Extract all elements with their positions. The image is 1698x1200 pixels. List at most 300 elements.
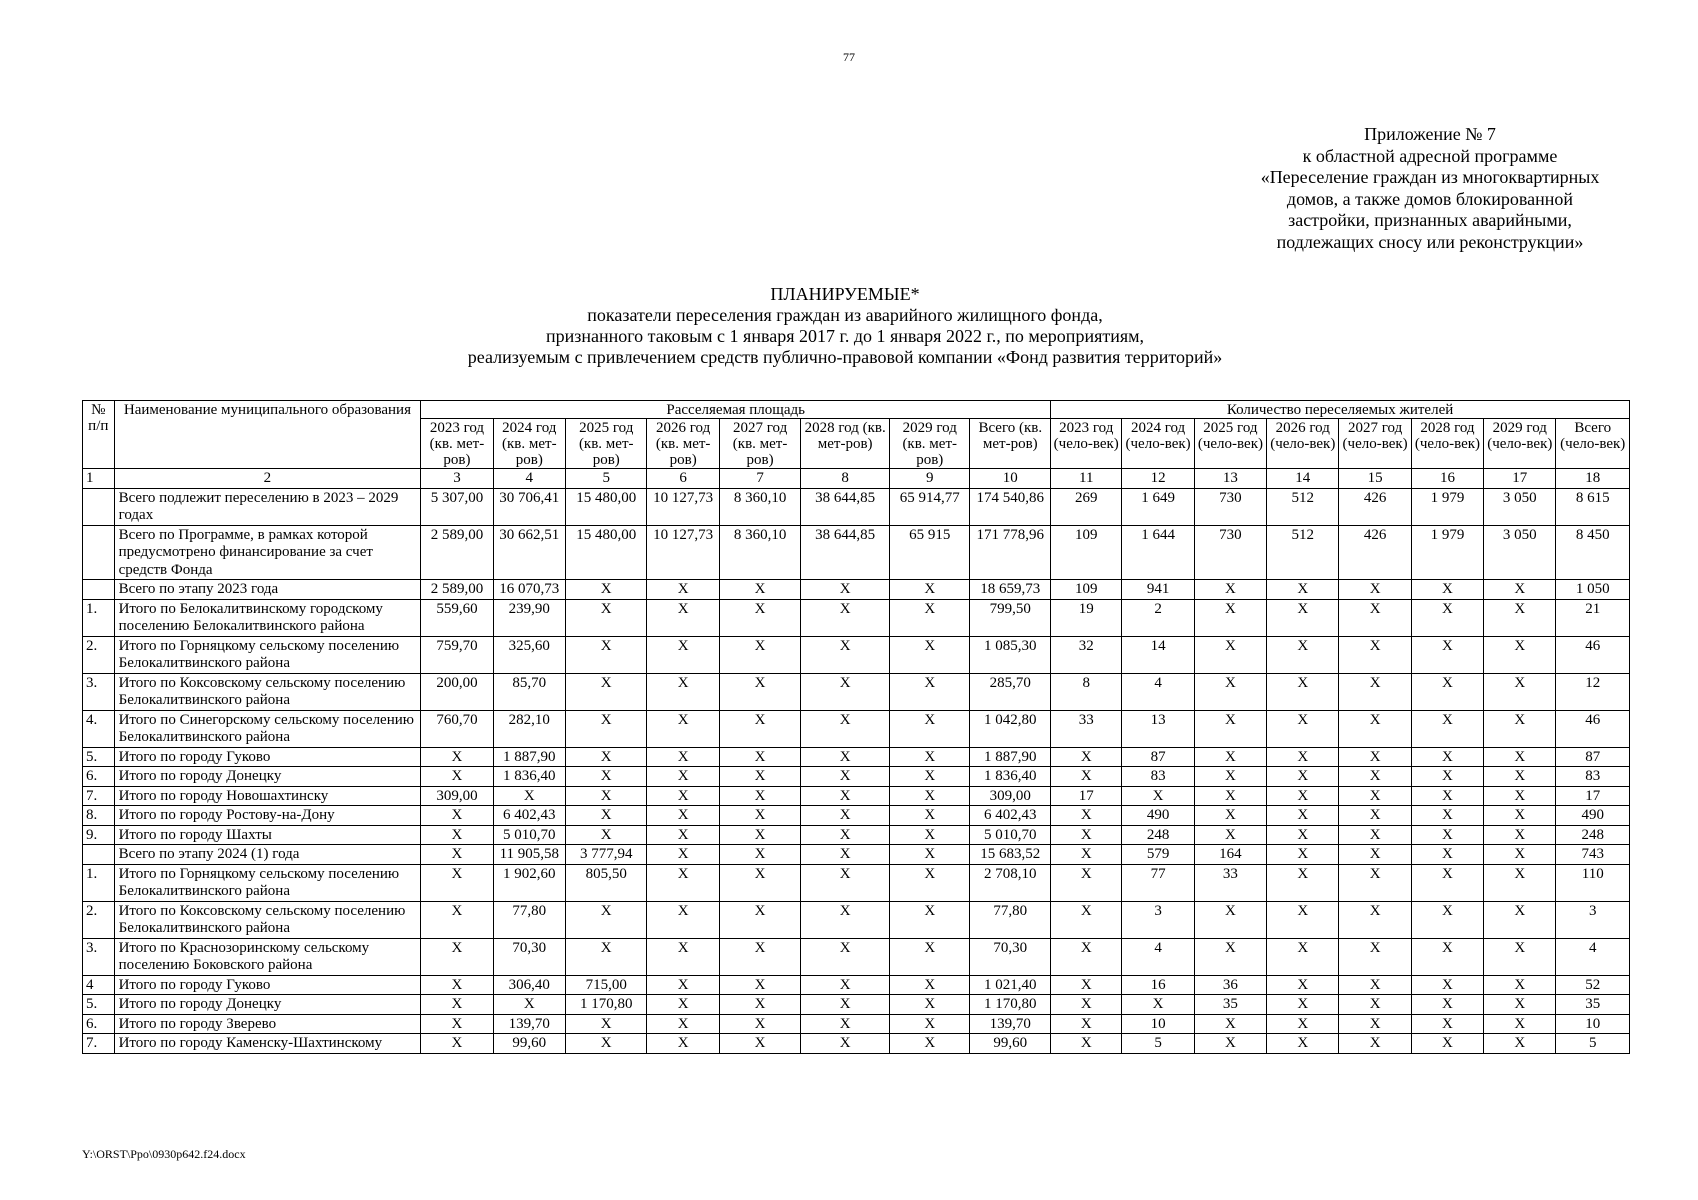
people-value: X [1411,806,1483,826]
area-value: X [719,825,801,845]
area-value: 2 589,00 [421,525,493,580]
people-value: 3 [1556,901,1630,938]
municipality-name: Всего подлежит переселению в 2023 – 2029 годах [114,488,421,525]
area-value: X [421,938,493,975]
area-value: X [889,901,970,938]
area-value: X [889,938,970,975]
people-value: X [1194,599,1266,636]
column-number: 3 [421,469,493,489]
people-value: X [1411,864,1483,901]
people-value: 426 [1339,488,1411,525]
column-number: 8 [801,469,890,489]
area-value: X [889,673,970,710]
people-value: X [1411,580,1483,600]
people-value: 8 615 [1556,488,1630,525]
people-value: X [1484,636,1556,673]
area-value: X [565,806,647,826]
municipality-name: Итого по Белокалитвинскому городскому поселению Белокалитвинского района [114,599,421,636]
table-row [83,864,1630,901]
area-value: X [801,975,890,995]
area-value: 1 836,40 [970,767,1051,787]
area-value: 2 589,00 [421,580,493,600]
people-value: 248 [1122,825,1194,845]
table-row [83,636,1630,673]
header-area-col: 2028 год (кв. мет-ров) [801,419,890,469]
people-value: 83 [1122,767,1194,787]
people-value: 8 [1051,673,1122,710]
area-value: X [801,845,890,865]
area-value: X [801,747,890,767]
area-value: X [421,806,493,826]
area-value: 309,00 [421,786,493,806]
people-value: X [1484,975,1556,995]
people-value: X [1051,845,1122,865]
table-row [83,901,1630,938]
area-value: 15 480,00 [565,525,647,580]
column-number: 16 [1411,469,1483,489]
header-area-col: 2024 год (кв. мет-ров) [493,419,565,469]
people-value: 490 [1122,806,1194,826]
header-area-col: 2029 год (кв. мет-ров) [889,419,970,469]
column-number: 11 [1051,469,1122,489]
people-value: X [1194,1014,1266,1034]
row-number: 4. [83,710,115,747]
people-value: X [1267,1014,1339,1034]
area-value: 3 777,94 [565,845,647,865]
appendix-line: к областной адресной программе [1302,145,1558,166]
area-value: 171 778,96 [970,525,1051,580]
people-value: X [1051,901,1122,938]
table-row [83,786,1630,806]
table-row [83,580,1630,600]
municipality-name: Итого по Горняцкому сельскому поселению Белокалитвинского района [114,636,421,673]
people-value: X [1411,938,1483,975]
people-value: X [1051,825,1122,845]
area-value: X [421,825,493,845]
area-value: X [889,747,970,767]
area-value: X [647,767,719,787]
column-number: 15 [1339,469,1411,489]
area-value: X [801,710,890,747]
area-value: X [801,636,890,673]
area-value: X [565,747,647,767]
area-value: X [647,710,719,747]
people-value: 426 [1339,525,1411,580]
area-value: 799,50 [970,599,1051,636]
people-value: X [1194,710,1266,747]
table-row [83,938,1630,975]
area-value: X [421,901,493,938]
table-row [83,975,1630,995]
people-value: X [1267,673,1339,710]
area-value: 38 644,85 [801,525,890,580]
area-value: X [493,786,565,806]
people-value: X [1411,747,1483,767]
area-value: X [889,1034,970,1054]
people-value: X [1484,580,1556,600]
area-value: X [801,901,890,938]
people-value: X [1339,786,1411,806]
people-value: X [1339,864,1411,901]
title-line: реализуемым с привлечением средств публично-правовой компании «Фонд развития территорий» [467,347,1223,367]
row-number: 6. [83,767,115,787]
table-row [83,710,1630,747]
area-value: X [647,673,719,710]
area-value: 805,50 [565,864,647,901]
area-value: X [889,845,970,865]
row-number: 1. [83,864,115,901]
area-value: 1 887,90 [970,747,1051,767]
area-value: 30 706,41 [493,488,565,525]
people-value: 3 050 [1484,525,1556,580]
area-value: X [719,938,801,975]
people-value: X [1339,580,1411,600]
area-value: 11 905,58 [493,845,565,865]
resettlement-table [82,400,1630,1054]
people-value: X [1484,901,1556,938]
area-value: X [719,599,801,636]
header-num: № п/п [83,401,115,469]
people-value: 512 [1267,488,1339,525]
people-value: 77 [1122,864,1194,901]
column-number: 6 [647,469,719,489]
area-value: X [719,636,801,673]
table-row [83,599,1630,636]
area-value: 30 662,51 [493,525,565,580]
people-value: X [1339,710,1411,747]
area-value: X [889,599,970,636]
people-value: X [1267,599,1339,636]
area-value: X [801,580,890,600]
area-value: 139,70 [493,1014,565,1034]
area-value: X [719,845,801,865]
row-number: 3. [83,938,115,975]
area-value: 5 307,00 [421,488,493,525]
area-value: X [565,599,647,636]
people-value: 87 [1122,747,1194,767]
people-value: X [1484,995,1556,1015]
column-number: 1 [83,469,115,489]
area-value: X [647,825,719,845]
people-value: 5 [1556,1034,1630,1054]
people-value: 10 [1556,1014,1630,1034]
area-value: 1 170,80 [565,995,647,1015]
area-value: 15 480,00 [565,488,647,525]
people-value: 248 [1556,825,1630,845]
area-value: X [889,1014,970,1034]
area-value: 6 402,43 [493,806,565,826]
people-value: X [1267,580,1339,600]
area-value: 5 010,70 [970,825,1051,845]
area-value: X [719,806,801,826]
people-value: 1 979 [1411,525,1483,580]
area-value: X [493,995,565,1015]
area-value: X [719,580,801,600]
people-value: 743 [1556,845,1630,865]
people-value: 35 [1194,995,1266,1015]
people-value: X [1411,710,1483,747]
people-value: 3 050 [1484,488,1556,525]
area-value: X [647,747,719,767]
area-value: 325,60 [493,636,565,673]
header-area-col: 2027 год (кв. мет-ров) [719,419,801,469]
table-row [83,1034,1630,1054]
area-value: X [719,1014,801,1034]
people-value: X [1267,806,1339,826]
people-value: X [1194,786,1266,806]
area-value: X [421,1034,493,1054]
page-number: 77 [843,50,855,64]
area-value: X [565,786,647,806]
people-value: 730 [1194,525,1266,580]
column-number: 7 [719,469,801,489]
area-value: X [647,599,719,636]
area-value: X [421,975,493,995]
people-value: X [1339,673,1411,710]
people-value: 17 [1051,786,1122,806]
people-value: 33 [1194,864,1266,901]
area-value: 65 914,77 [889,488,970,525]
document-title [330,284,1360,368]
people-value: 110 [1556,864,1630,901]
area-value: 70,30 [493,938,565,975]
area-value: X [889,806,970,826]
area-value: 38 644,85 [801,488,890,525]
row-number: 9. [83,825,115,845]
area-value: X [647,636,719,673]
people-value: X [1267,995,1339,1015]
row-number [83,525,115,580]
people-value: X [1194,636,1266,673]
area-value: X [801,938,890,975]
people-value: X [1194,901,1266,938]
area-value: X [889,580,970,600]
area-value: X [719,864,801,901]
area-value: 715,00 [565,975,647,995]
area-value: 15 683,52 [970,845,1051,865]
people-value: X [1411,599,1483,636]
area-value: 77,80 [970,901,1051,938]
header-area-group: Расселяемая площадь [421,401,1051,419]
table-row [83,488,1630,525]
table-row [83,825,1630,845]
area-value: 99,60 [493,1034,565,1054]
area-value: X [421,767,493,787]
people-value: X [1122,786,1194,806]
area-value: X [719,710,801,747]
people-value: X [1267,864,1339,901]
table-row [83,806,1630,826]
people-value: 52 [1556,975,1630,995]
people-value: X [1339,825,1411,845]
people-value: X [1194,747,1266,767]
people-value: X [1484,864,1556,901]
people-value: 109 [1051,580,1122,600]
people-value: 32 [1051,636,1122,673]
area-value: X [889,864,970,901]
appendix-line: домов, а также домов блокированной [1286,188,1574,209]
header-people-col: 2026 год (чело-век) [1267,419,1339,469]
table-row [83,845,1630,865]
header-area-col: Всего (кв. мет-ров) [970,419,1051,469]
people-value: X [1411,636,1483,673]
table-row [83,1014,1630,1034]
area-value: 10 127,73 [647,525,719,580]
people-value: 17 [1556,786,1630,806]
people-value: X [1484,806,1556,826]
table-row [83,673,1630,710]
people-value: 941 [1122,580,1194,600]
people-value: X [1051,1034,1122,1054]
people-value: 21 [1556,599,1630,636]
people-value: X [1267,710,1339,747]
area-value: X [719,673,801,710]
area-value: 8 360,10 [719,488,801,525]
area-value: 760,70 [421,710,493,747]
row-number: 3. [83,673,115,710]
row-number: 5. [83,995,115,1015]
people-value: X [1484,767,1556,787]
people-value: X [1051,1014,1122,1034]
area-value: X [647,901,719,938]
people-value: X [1051,995,1122,1015]
area-value: 6 402,43 [970,806,1051,826]
table-row [83,767,1630,787]
people-value: X [1194,938,1266,975]
people-value: X [1484,599,1556,636]
area-value: 200,00 [421,673,493,710]
people-value: X [1339,806,1411,826]
people-value: X [1194,580,1266,600]
area-value: X [889,975,970,995]
area-value: 2 708,10 [970,864,1051,901]
header-area-col: 2025 год (кв. мет-ров) [565,419,647,469]
people-value: 269 [1051,488,1122,525]
column-number: 18 [1556,469,1630,489]
municipality-name: Итого по Синегорскому сельскому поселению Белокалитвинского района [114,710,421,747]
people-value: X [1411,975,1483,995]
area-value: X [421,995,493,1015]
people-value: X [1267,938,1339,975]
appendix-line: «Переселение граждан из многоквартирных [1260,167,1600,187]
people-value: 19 [1051,599,1122,636]
people-value: X [1484,673,1556,710]
header-people-col: 2025 год (чело-век) [1194,419,1266,469]
people-value: X [1339,901,1411,938]
area-value: 65 915 [889,525,970,580]
area-value: X [647,580,719,600]
area-value: X [889,767,970,787]
people-value: 730 [1194,488,1266,525]
people-value: X [1339,845,1411,865]
row-number: 1. [83,599,115,636]
municipality-name: Всего по этапу 2023 года [114,580,421,600]
people-value: X [1339,1014,1411,1034]
area-value: 759,70 [421,636,493,673]
people-value: 512 [1267,525,1339,580]
people-value: X [1411,673,1483,710]
area-value: 99,60 [970,1034,1051,1054]
row-number: 2. [83,901,115,938]
people-value: X [1484,1034,1556,1054]
municipality-name: Итого по городу Гуково [114,747,421,767]
area-value: X [719,901,801,938]
area-value: X [421,845,493,865]
municipality-name: Итого по городу Зверево [114,1014,421,1034]
area-value: X [889,710,970,747]
municipality-name: Итого по городу Новошахтинску [114,786,421,806]
table-row [83,995,1630,1015]
people-value: X [1194,1034,1266,1054]
area-value: X [889,786,970,806]
area-value: 8 360,10 [719,525,801,580]
column-number: 4 [493,469,565,489]
people-value: X [1411,995,1483,1015]
people-value: 1 979 [1411,488,1483,525]
column-number: 9 [889,469,970,489]
row-number: 8. [83,806,115,826]
area-value: 1 836,40 [493,767,565,787]
people-value: 3 [1122,901,1194,938]
area-value: X [565,580,647,600]
column-number: 2 [114,469,421,489]
area-value: X [565,710,647,747]
area-value: 18 659,73 [970,580,1051,600]
area-value: X [889,825,970,845]
column-number: 5 [565,469,647,489]
area-value: X [719,786,801,806]
people-value: 46 [1556,710,1630,747]
people-value: 8 450 [1556,525,1630,580]
area-value: 1 902,60 [493,864,565,901]
people-value: X [1051,975,1122,995]
area-value: X [719,747,801,767]
row-number [83,845,115,865]
area-value: X [565,938,647,975]
people-value: X [1411,767,1483,787]
municipality-name: Итого по Коксовскому сельскому поселению Белокалитвинского района [114,901,421,938]
people-value: 46 [1556,636,1630,673]
header-area-col: 2026 год (кв. мет-ров) [647,419,719,469]
area-value: 285,70 [970,673,1051,710]
row-number [83,488,115,525]
column-number: 13 [1194,469,1266,489]
header-area-col: 2023 год (кв. мет-ров) [421,419,493,469]
area-value: 85,70 [493,673,565,710]
people-value: 33 [1051,710,1122,747]
people-value: X [1122,995,1194,1015]
area-value: 5 010,70 [493,825,565,845]
people-value: X [1194,767,1266,787]
people-value: X [1339,747,1411,767]
people-value: X [1267,901,1339,938]
people-value: X [1411,825,1483,845]
area-value: 16 070,73 [493,580,565,600]
row-number: 5. [83,747,115,767]
people-value: 1 649 [1122,488,1194,525]
area-value: X [421,864,493,901]
area-value: X [647,1014,719,1034]
area-value: X [647,975,719,995]
people-value: 109 [1051,525,1122,580]
area-value: 1 042,80 [970,710,1051,747]
appendix-line: Приложение № 7 [1364,124,1496,144]
people-value: X [1339,599,1411,636]
municipality-name: Итого по городу Гуково [114,975,421,995]
people-value: 579 [1122,845,1194,865]
people-value: X [1484,786,1556,806]
header-people-col: 2027 год (чело-век) [1339,419,1411,469]
